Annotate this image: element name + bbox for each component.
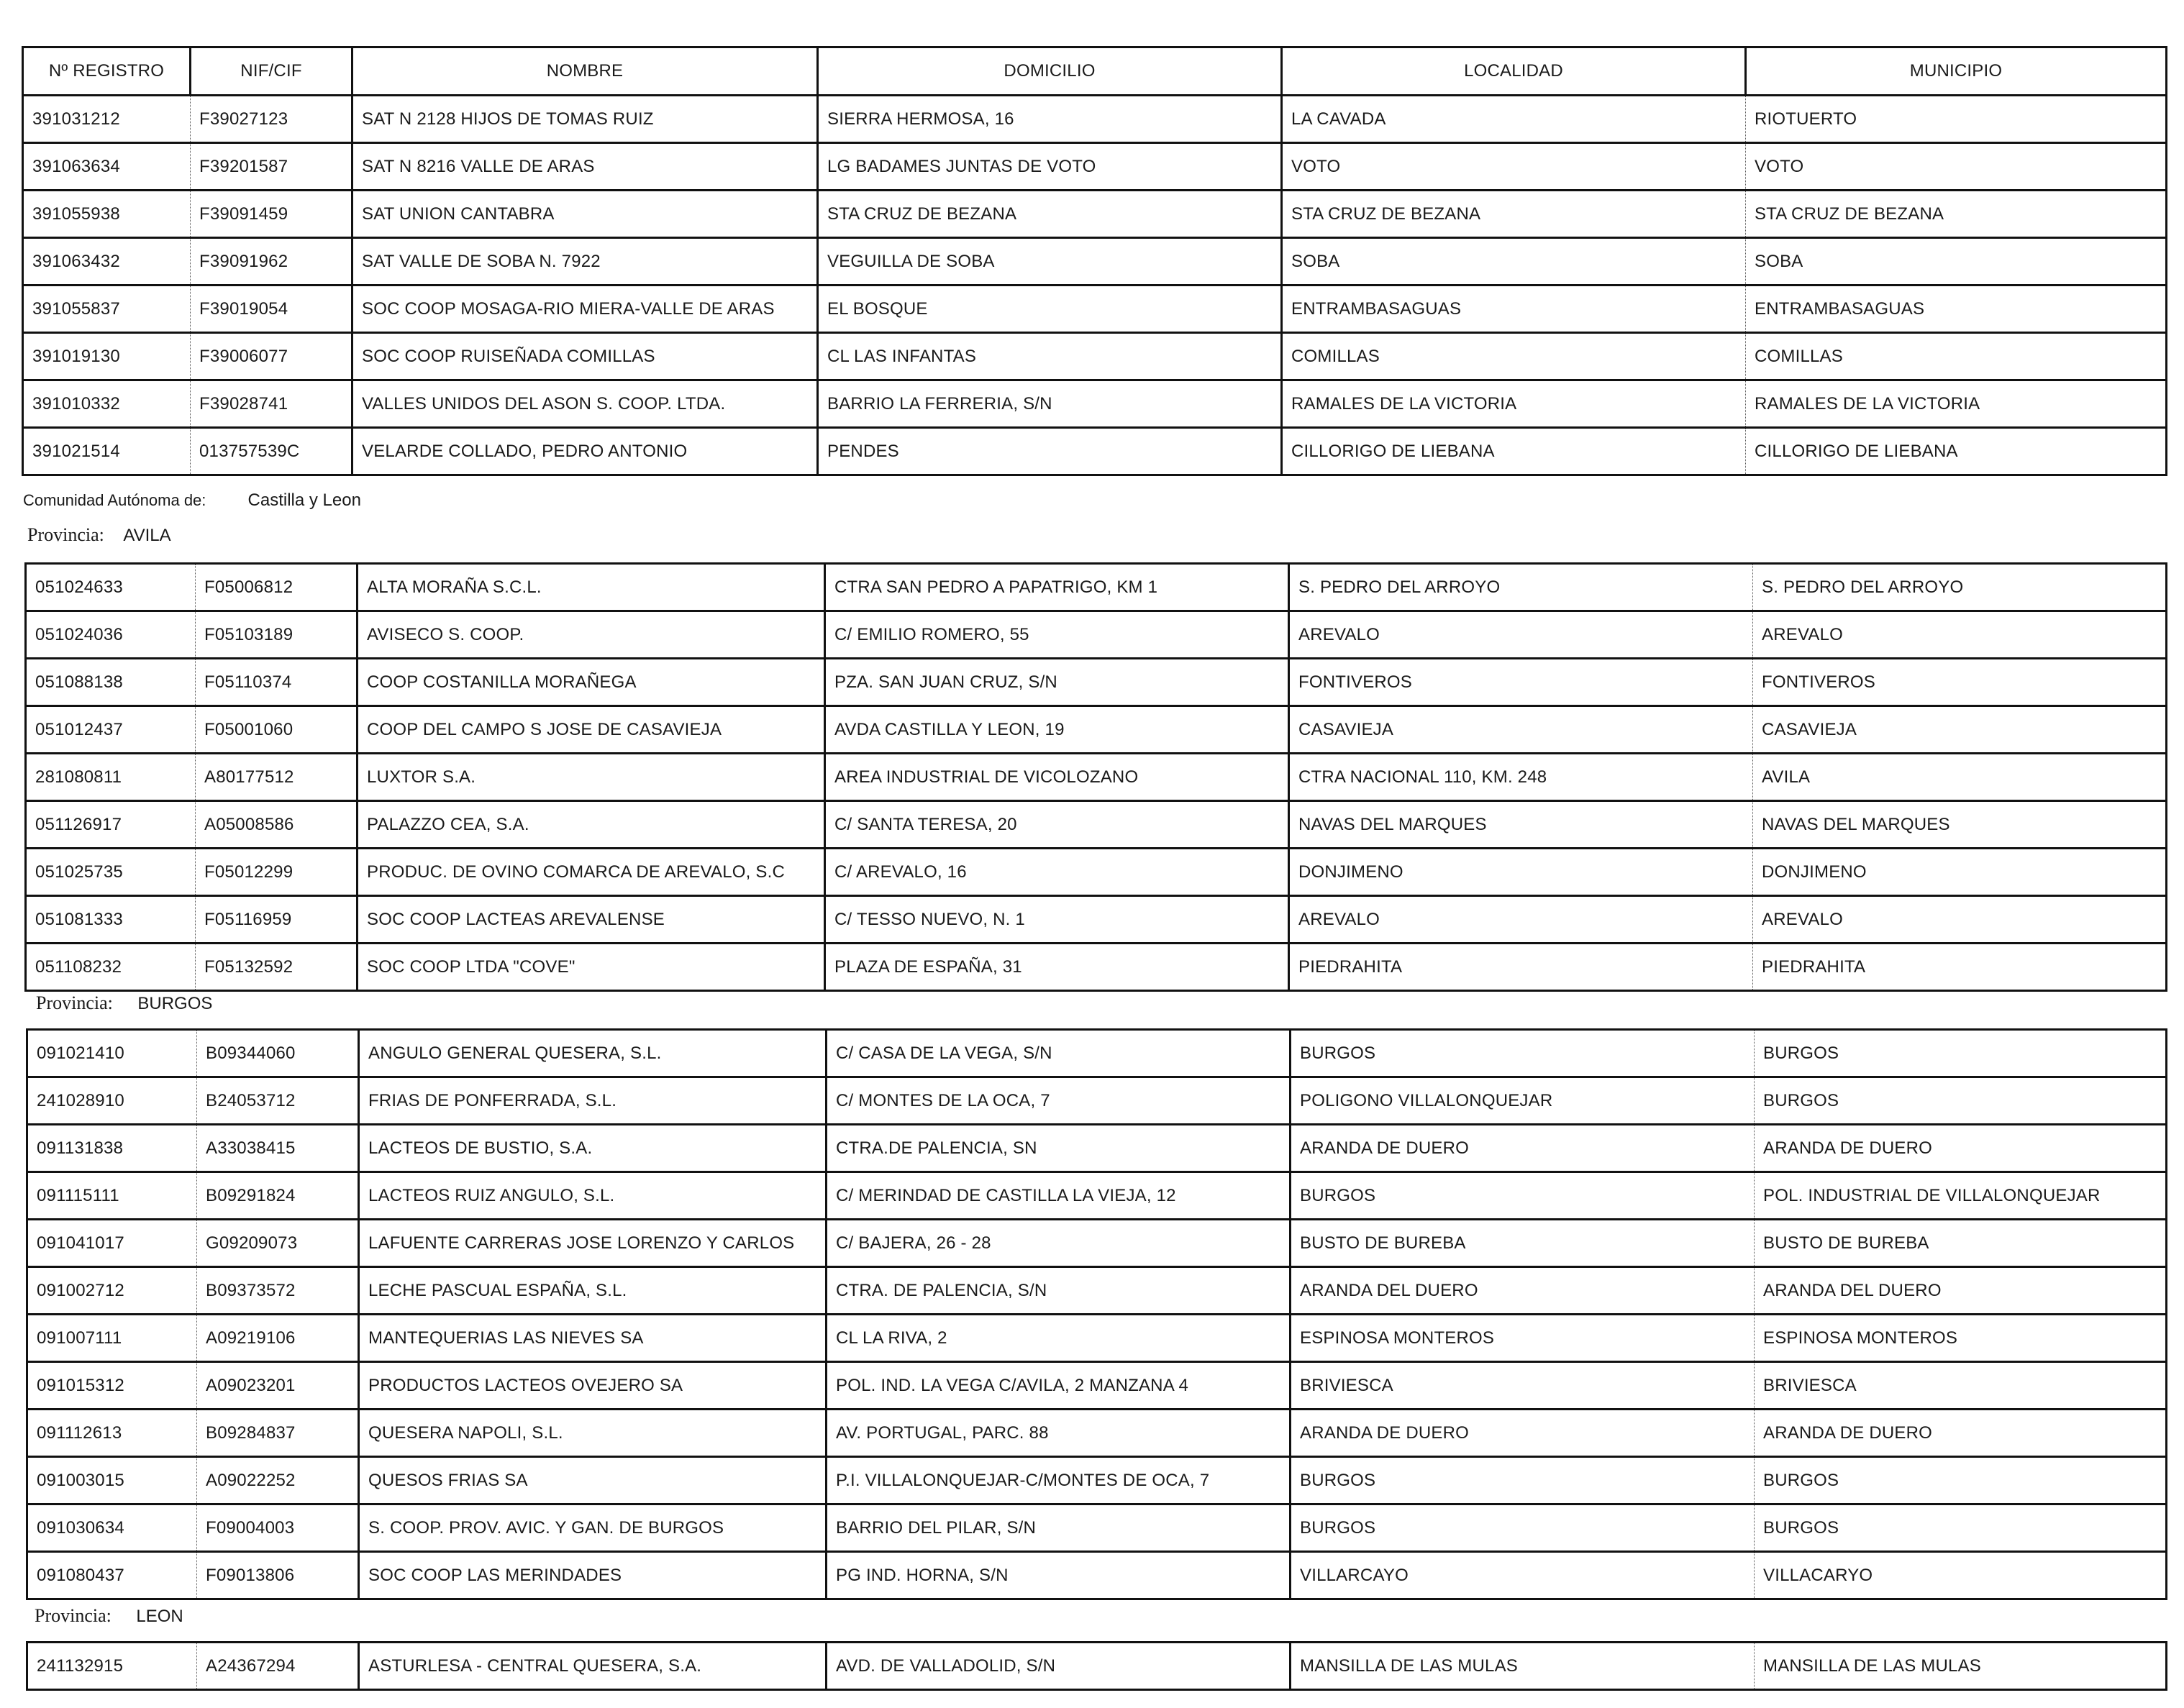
table-row [26, 896, 2167, 944]
cell-domicilio: PG IND. HORNA, S/N [827, 1552, 1291, 1599]
registry-table-leon [26, 1641, 2167, 1691]
cell-registro: 091021410 [27, 1030, 197, 1077]
cell-registro: 091015312 [27, 1362, 197, 1410]
cell-localidad: BUSTO DE BUREBA [1291, 1220, 1755, 1267]
cell-domicilio: C/ EMILIO ROMERO, 55 [825, 611, 1289, 659]
cell-municipio: SOBA [1746, 238, 2167, 286]
cell-domicilio: AV. PORTUGAL, PARC. 88 [827, 1410, 1291, 1457]
cell-nif: A09219106 [197, 1315, 359, 1362]
cell-localidad: CTRA NACIONAL 110, KM. 248 [1289, 754, 1753, 801]
cell-nif: F05006812 [196, 564, 358, 611]
cell-localidad: DONJIMENO [1289, 849, 1753, 896]
provincia-name: LEON [136, 1607, 183, 1626]
table-row [26, 706, 2167, 754]
provincia-name: AVILA [123, 526, 171, 545]
cell-domicilio: POL. IND. LA VEGA C/AVILA, 2 MANZANA 4 [827, 1362, 1291, 1410]
cell-municipio: BURGOS [1755, 1504, 2167, 1552]
cell-localidad: ENTRAMBASAGUAS [1282, 286, 1746, 333]
cell-registro: 391055938 [23, 191, 191, 238]
cell-registro: 091131838 [27, 1125, 197, 1172]
cell-nif: A09023201 [197, 1362, 359, 1410]
cell-domicilio: C/ TESSO NUEVO, N. 1 [825, 896, 1289, 944]
cell-domicilio: PENDES [818, 428, 1282, 475]
header-domicilio: DOMICILIO [818, 47, 1282, 96]
cell-registro: 391031212 [23, 96, 191, 143]
cell-municipio: POL. INDUSTRIAL DE VILLALONQUEJAR [1755, 1172, 2167, 1220]
cell-localidad: FONTIVEROS [1289, 659, 1753, 706]
header-localidad: LOCALIDAD [1282, 47, 1746, 96]
cell-domicilio: EL BOSQUE [818, 286, 1282, 333]
table-row [27, 1504, 2167, 1552]
registry-table-burgos [26, 1028, 2167, 1600]
cell-domicilio: PLAZA DE ESPAÑA, 31 [825, 944, 1289, 991]
cell-localidad: LA CAVADA [1282, 96, 1746, 143]
table-row [26, 849, 2167, 896]
cell-municipio: ARANDA DEL DUERO [1755, 1267, 2167, 1315]
cell-nombre: PALAZZO CEA, S.A. [358, 801, 825, 849]
cell-municipio: CASAVIEJA [1753, 706, 2167, 754]
cell-localidad: VOTO [1282, 143, 1746, 191]
cell-domicilio: AREA INDUSTRIAL DE VICOLOZANO [825, 754, 1289, 801]
cell-nif: G09209073 [197, 1220, 359, 1267]
cell-localidad: BURGOS [1291, 1172, 1755, 1220]
cell-municipio: VILLACARYO [1755, 1552, 2167, 1599]
cell-domicilio: C/ MERINDAD DE CASTILLA LA VIEJA, 12 [827, 1172, 1291, 1220]
cell-nombre: LACTEOS RUIZ ANGULO, S.L. [359, 1172, 827, 1220]
cell-municipio: FONTIVEROS [1753, 659, 2167, 706]
cell-domicilio: AVDA CASTILLA Y LEON, 19 [825, 706, 1289, 754]
cell-municipio: DONJIMENO [1753, 849, 2167, 896]
cell-registro: 391055837 [23, 286, 191, 333]
cell-registro: 051012437 [26, 706, 196, 754]
cell-municipio: RIOTUERTO [1746, 96, 2167, 143]
cell-nombre: SOC COOP RUISEÑADA COMILLAS [352, 333, 818, 380]
provincia-label-burgos [36, 992, 212, 1014]
table-row [27, 1172, 2167, 1220]
cell-registro: 051081333 [26, 896, 196, 944]
table-row [23, 286, 2167, 333]
cell-nif: F05012299 [196, 849, 358, 896]
cell-nif: B09344060 [197, 1030, 359, 1077]
table-row [26, 801, 2167, 849]
table-row [27, 1125, 2167, 1172]
cell-localidad: VILLARCAYO [1291, 1552, 1755, 1599]
cell-localidad: RAMALES DE LA VICTORIA [1282, 380, 1746, 428]
cell-domicilio: C/ BAJERA, 26 - 28 [827, 1220, 1291, 1267]
cell-nombre: ASTURLESA - CENTRAL QUESERA, S.A. [359, 1643, 827, 1690]
cell-registro: 281080811 [26, 754, 196, 801]
cell-localidad: PIEDRAHITA [1289, 944, 1753, 991]
cell-localidad: CASAVIEJA [1289, 706, 1753, 754]
cell-localidad: NAVAS DEL MARQUES [1289, 801, 1753, 849]
cell-nombre: COOP COSTANILLA MORAÑEGA [358, 659, 825, 706]
cell-localidad: AREVALO [1289, 611, 1753, 659]
cell-registro: 241028910 [27, 1077, 197, 1125]
cell-nif: A80177512 [196, 754, 358, 801]
table-row [27, 1315, 2167, 1362]
registry-table-cantabria [22, 46, 2167, 476]
cell-nombre: SAT N 8216 VALLE DE ARAS [352, 143, 818, 191]
cell-municipio: BURGOS [1755, 1077, 2167, 1125]
cell-nif: F05103189 [196, 611, 358, 659]
cell-domicilio: PZA. SAN JUAN CRUZ, S/N [825, 659, 1289, 706]
cell-municipio: ENTRAMBASAGUAS [1746, 286, 2167, 333]
cell-nombre: S. COOP. PROV. AVIC. Y GAN. DE BURGOS [359, 1504, 827, 1552]
comunidad-label-text: Comunidad Autónoma de: [23, 491, 206, 509]
cell-localidad: ESPINOSA MONTEROS [1291, 1315, 1755, 1362]
cell-localidad: ARANDA DE DUERO [1291, 1410, 1755, 1457]
cell-nif: B09291824 [197, 1172, 359, 1220]
provincia-label-text: Provincia: [35, 1605, 112, 1626]
cell-registro: 091115111 [27, 1172, 197, 1220]
table-row [23, 238, 2167, 286]
cell-municipio: AREVALO [1753, 896, 2167, 944]
cell-nombre: FRIAS DE PONFERRADA, S.L. [359, 1077, 827, 1125]
table-row [27, 1030, 2167, 1077]
table-row [26, 944, 2167, 991]
provincia-label-avila [27, 524, 171, 546]
cell-localidad: ARANDA DEL DUERO [1291, 1267, 1755, 1315]
provincia-name: BURGOS [137, 994, 213, 1013]
provincia-label-text: Provincia: [27, 524, 104, 545]
cell-nombre: SAT UNION CANTABRA [352, 191, 818, 238]
cell-domicilio: CTRA SAN PEDRO A PAPATRIGO, KM 1 [825, 564, 1289, 611]
provincia-label-leon [35, 1605, 183, 1627]
cell-nombre: LAFUENTE CARRERAS JOSE LORENZO Y CARLOS [359, 1220, 827, 1267]
cell-municipio: COMILLAS [1746, 333, 2167, 380]
cell-domicilio: C/ AREVALO, 16 [825, 849, 1289, 896]
cell-registro: 051024036 [26, 611, 196, 659]
cell-domicilio: LG BADAMES JUNTAS DE VOTO [818, 143, 1282, 191]
cell-domicilio: SIERRA HERMOSA, 16 [818, 96, 1282, 143]
cell-nif: F39201587 [191, 143, 352, 191]
header-nif: NIF/CIF [191, 47, 352, 96]
cell-nif: F39028741 [191, 380, 352, 428]
cell-nombre: ANGULO GENERAL QUESERA, S.L. [359, 1030, 827, 1077]
cell-domicilio: C/ MONTES DE LA OCA, 7 [827, 1077, 1291, 1125]
cell-nif: F05116959 [196, 896, 358, 944]
cell-nif: A09022252 [197, 1457, 359, 1504]
table-row [27, 1267, 2167, 1315]
table-row [27, 1643, 2167, 1690]
cell-municipio: S. PEDRO DEL ARROYO [1753, 564, 2167, 611]
cell-registro: 091007111 [27, 1315, 197, 1362]
cell-nombre: LACTEOS DE BUSTIO, S.A. [359, 1125, 827, 1172]
cell-registro: 391063634 [23, 143, 191, 191]
cell-nif: A05008586 [196, 801, 358, 849]
cell-localidad: SOBA [1282, 238, 1746, 286]
cell-municipio: STA CRUZ DE BEZANA [1746, 191, 2167, 238]
table-row [27, 1410, 2167, 1457]
cell-domicilio: C/ CASA DE LA VEGA, S/N [827, 1030, 1291, 1077]
cell-registro: 241132915 [37, 1656, 124, 1676]
cell-municipio: BRIVIESCA [1755, 1362, 2167, 1410]
cell-registro: 051088138 [26, 659, 196, 706]
cell-nombre: SAT N 2128 HIJOS DE TOMAS RUIZ [352, 96, 818, 143]
table-row [27, 1362, 2167, 1410]
cell-localidad: POLIGONO VILLALONQUEJAR [1291, 1077, 1755, 1125]
table-row [26, 564, 2167, 611]
cell-nif: B09373572 [197, 1267, 359, 1315]
cell-domicilio: VEGUILLA DE SOBA [818, 238, 1282, 286]
table-row [27, 1077, 2167, 1125]
cell-localidad: BURGOS [1291, 1504, 1755, 1552]
table-row [26, 611, 2167, 659]
header-registro: Nº REGISTRO [23, 47, 191, 96]
cell-registro: 091041017 [27, 1220, 197, 1267]
cell-registro: 391010332 [23, 380, 191, 428]
cell-municipio: BURGOS [1755, 1030, 2167, 1077]
cell-nif: F39091459 [191, 191, 352, 238]
table-row [26, 754, 2167, 801]
cell-nombre: PRODUCTOS LACTEOS OVEJERO SA [359, 1362, 827, 1410]
cell-municipio: PIEDRAHITA [1753, 944, 2167, 991]
cell-registro: 391021514 [32, 441, 120, 461]
cell-registro: 051025735 [26, 849, 196, 896]
cell-municipio: ARANDA DE DUERO [1755, 1125, 2167, 1172]
cell-domicilio: BARRIO DEL PILAR, S/N [827, 1504, 1291, 1552]
cell-localidad: CILLORIGO DE LIEBANA [1282, 428, 1746, 475]
cell-nombre: ALTA MORAÑA S.C.L. [358, 564, 825, 611]
cell-domicilio: CTRA. DE PALENCIA, S/N [827, 1267, 1291, 1315]
provincia-label-text: Provincia: [36, 992, 113, 1013]
cell-nif: B09284837 [197, 1410, 359, 1457]
table-row [27, 1457, 2167, 1504]
cell-nombre: VALLES UNIDOS DEL ASON S. COOP. LTDA. [352, 380, 818, 428]
cell-domicilio: AVD. DE VALLADOLID, S/N [827, 1643, 1291, 1690]
table-row [27, 1220, 2167, 1267]
table-row [23, 143, 2167, 191]
cell-nombre: VELARDE COLLADO, PEDRO ANTONIO [352, 428, 818, 475]
table-header-row [23, 47, 2167, 96]
cell-nombre: AVISECO S. COOP. [358, 611, 825, 659]
cell-registro: 091112613 [27, 1410, 197, 1457]
cell-nombre: SOC COOP LACTEAS AREVALENSE [358, 896, 825, 944]
cell-nif: F39006077 [191, 333, 352, 380]
cell-municipio: AVILA [1753, 754, 2167, 801]
cell-registro: 091030634 [27, 1504, 197, 1552]
registry-table-avila [24, 562, 2167, 992]
cell-nombre: SOC COOP LAS MERINDADES [359, 1552, 827, 1599]
cell-registro: 051024633 [26, 564, 196, 611]
cell-municipio: AREVALO [1753, 611, 2167, 659]
cell-localidad: BURGOS [1291, 1030, 1755, 1077]
cell-nombre: QUESERA NAPOLI, S.L. [359, 1410, 827, 1457]
cell-nif: F05001060 [196, 706, 358, 754]
cell-municipio: VOTO [1746, 143, 2167, 191]
comunidad-label [23, 490, 361, 511]
cell-nombre: PRODUC. DE OVINO COMARCA DE AREVALO, S.C [358, 849, 825, 896]
cell-registro: 091002712 [27, 1267, 197, 1315]
comunidad-value: Castilla y Leon [247, 490, 361, 510]
cell-localidad: MANSILLA DE LAS MULAS [1291, 1643, 1755, 1690]
cell-domicilio: BARRIO LA FERRERIA, S/N [818, 380, 1282, 428]
cell-nombre: SAT VALLE DE SOBA N. 7922 [352, 238, 818, 286]
cell-nif: F09004003 [197, 1504, 359, 1552]
cell-nif: A33038415 [197, 1125, 359, 1172]
cell-registro: 391063432 [23, 238, 191, 286]
cell-municipio: BURGOS [1755, 1457, 2167, 1504]
cell-localidad: BRIVIESCA [1291, 1362, 1755, 1410]
cell-municipio: CILLORIGO DE LIEBANA [1746, 428, 2167, 475]
cell-nombre: MANTEQUERIAS LAS NIEVES SA [359, 1315, 827, 1362]
cell-nif: F39019054 [191, 286, 352, 333]
cell-domicilio: CL LAS INFANTAS [818, 333, 1282, 380]
cell-localidad: BURGOS [1291, 1457, 1755, 1504]
cell-nombre: SOC COOP MOSAGA-RIO MIERA-VALLE DE ARAS [352, 286, 818, 333]
cell-localidad: AREVALO [1289, 896, 1753, 944]
cell-nombre: SOC COOP LTDA "COVE" [358, 944, 825, 991]
cell-nombre: QUESOS FRIAS SA [359, 1457, 827, 1504]
cell-localidad: S. PEDRO DEL ARROYO [1289, 564, 1753, 611]
table-row [23, 96, 2167, 143]
cell-domicilio: STA CRUZ DE BEZANA [818, 191, 1282, 238]
cell-municipio: BUSTO DE BUREBA [1755, 1220, 2167, 1267]
cell-nif: F09013806 [197, 1552, 359, 1599]
cell-municipio: NAVAS DEL MARQUES [1753, 801, 2167, 849]
cell-domicilio: P.I. VILLALONQUEJAR-C/MONTES DE OCA, 7 [827, 1457, 1291, 1504]
cell-nombre: LUXTOR S.A. [358, 754, 825, 801]
cell-nif: F05110374 [196, 659, 358, 706]
cell-domicilio: CTRA.DE PALENCIA, SN [827, 1125, 1291, 1172]
cell-nif: B24053712 [197, 1077, 359, 1125]
cell-registro: 391019130 [23, 333, 191, 380]
header-municipio: MUNICIPIO [1746, 47, 2167, 96]
cell-registro: 091003015 [27, 1457, 197, 1504]
header-nombre: NOMBRE [352, 47, 818, 96]
cell-localidad: STA CRUZ DE BEZANA [1282, 191, 1746, 238]
cell-localidad: COMILLAS [1282, 333, 1746, 380]
cell-nombre: COOP DEL CAMPO S JOSE DE CASAVIEJA [358, 706, 825, 754]
cell-localidad: ARANDA DE DUERO [1291, 1125, 1755, 1172]
cell-domicilio: C/ SANTA TERESA, 20 [825, 801, 1289, 849]
cell-nombre: LECHE PASCUAL ESPAÑA, S.L. [359, 1267, 827, 1315]
cell-nif: F39027123 [191, 96, 352, 143]
table-row [26, 659, 2167, 706]
cell-nif: 013757539C [191, 428, 352, 475]
cell-domicilio: CL LA RIVA, 2 [827, 1315, 1291, 1362]
table-row [27, 1552, 2167, 1599]
table-row [23, 428, 2167, 475]
cell-municipio: MANSILLA DE LAS MULAS [1755, 1643, 2167, 1690]
cell-registro: 051126917 [26, 801, 196, 849]
table-row [23, 191, 2167, 238]
cell-municipio: ARANDA DE DUERO [1755, 1410, 2167, 1457]
cell-nif: F39091962 [191, 238, 352, 286]
cell-registro: 051108232 [35, 956, 122, 977]
cell-nif: A24367294 [197, 1643, 359, 1690]
cell-municipio: RAMALES DE LA VICTORIA [1746, 380, 2167, 428]
cell-nif: F05132592 [196, 944, 358, 991]
table-row [23, 380, 2167, 428]
table-row [23, 333, 2167, 380]
cell-registro: 091080437 [37, 1565, 124, 1585]
cell-municipio: ESPINOSA MONTEROS [1755, 1315, 2167, 1362]
